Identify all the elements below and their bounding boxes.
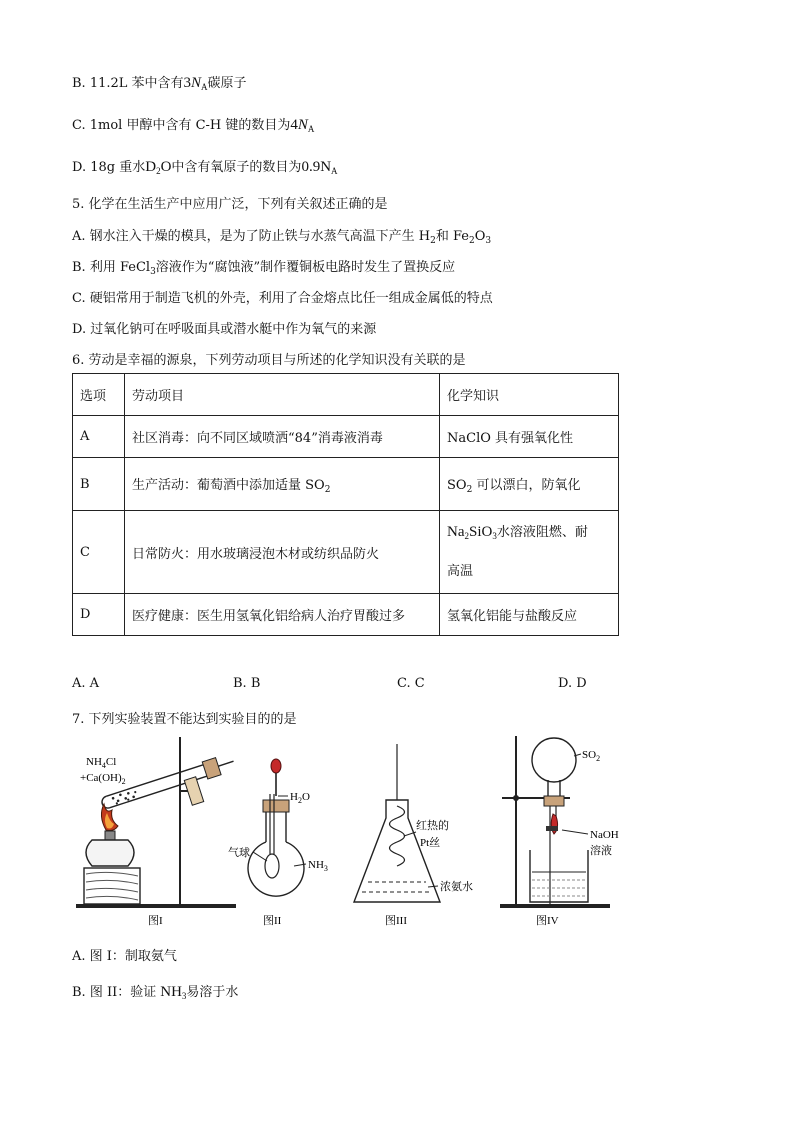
- fig3-liquid-label: 浓氨水: [440, 881, 473, 893]
- q4-option-b: [72, 72, 247, 92]
- q4-b-text: B. 11.2L 苯中含有: [72, 76, 184, 91]
- q4-option-d: [72, 156, 338, 176]
- q4-c-math: $4N_A$: [290, 117, 315, 134]
- row-labor-item: 日常防火：用水玻璃浸泡木材或纺织品防火: [125, 511, 440, 594]
- apparatus-figures: [70, 734, 630, 934]
- choice-d: D. D: [558, 676, 587, 691]
- fig2-stopper: [263, 800, 289, 812]
- q5-option-b: B. 利用 FeCl$_3$溶液作为“腐蚀液”制作覆铜板电路时发生了置换反应: [72, 260, 456, 277]
- fig4-stand-base: [500, 904, 610, 908]
- q4-d-value: $0.9N_A$: [301, 159, 338, 176]
- choice-c: C. C: [397, 676, 425, 691]
- fig4-stopper: [544, 796, 564, 806]
- figure-4: [500, 736, 619, 927]
- fig4-gas-label: $SO_2$: [582, 749, 601, 763]
- q4-option-c: [72, 114, 314, 134]
- fig2-balloon-label: 气球: [228, 847, 250, 859]
- fig1-reagent-1: $NH_4Cl$: [86, 756, 117, 770]
- row-chem-knowledge: $SO_2$ 可以漂白，防氧化: [440, 458, 619, 511]
- fig1-reagent-2: $+Ca(OH)_2$: [80, 772, 126, 786]
- header-chem-knowledge: 化学知识: [440, 374, 619, 416]
- q6-choices: [72, 676, 632, 694]
- figure-1: [76, 737, 236, 927]
- q4-d-text: D. 18g 重水: [72, 160, 146, 175]
- q6-stem: 6. 劳动是幸福的源泉，下列劳动项目与所述的化学知识没有关联的是: [72, 353, 466, 368]
- q4-d-formula: $D_2O$: [145, 159, 172, 176]
- row-labor-item: 医疗健康：医生用氢氧化铝给病人治疗胃酸过多: [125, 594, 440, 636]
- row-option: B: [73, 458, 125, 511]
- fig4-solution-label-1: NaOH: [590, 829, 619, 841]
- fig3-conical-flask: [354, 800, 440, 902]
- choice-a: A. A: [72, 676, 100, 691]
- q5-option-c: C. 硬铝常用于制造飞机的外壳，利用了合金熔点比任一组成金属低的特点: [72, 291, 493, 306]
- row-chem-knowledge: NaClO 具有强氧化性: [440, 416, 619, 458]
- fig4-caption: 图IV: [536, 915, 559, 927]
- row-chem-knowledge: $Na_2SiO_3$水溶液阻燃、耐 高温: [440, 511, 619, 594]
- q4-b-math: $3N_A$: [183, 75, 208, 92]
- table-row: [73, 416, 619, 458]
- q5-option-a: A. 钢水注入干燥的模具，是为了防止铁与水蒸气高温下产生 $H_2$和 $Fe_2O_3$: [72, 229, 492, 246]
- fig2-balloon: [265, 854, 279, 878]
- fig3-wire-label-2: Pt丝: [420, 837, 441, 849]
- q5-stem: 5. 化学在生活生产中应用广泛，下列有关叙述正确的是: [72, 197, 388, 212]
- q5-option-d: D. 过氧化钠可在呼吸面具或潜水艇中作为氧气的来源: [72, 322, 377, 337]
- fig1-lamp-cap: [105, 831, 115, 840]
- table-row: [73, 458, 619, 511]
- choice-b: B. B: [233, 676, 261, 691]
- fig4-beaker: [530, 850, 588, 902]
- row-option: C: [73, 511, 125, 594]
- q4-c-text: C. 1mol 甲醇中含有 C-H 键的数目为: [72, 118, 291, 133]
- fig2-caption: 图II: [263, 915, 282, 927]
- fig3-caption: 图III: [385, 915, 407, 927]
- fig4-solution-label-2: 溶液: [590, 845, 612, 857]
- fig2-water-label: $H_2O$: [290, 791, 310, 805]
- q7-option-a: A. 图 I：制取氨气: [72, 949, 177, 964]
- q6-table: [72, 373, 619, 636]
- q7-option-b: B. 图 II：验证 $NH_3$易溶于水: [72, 984, 239, 1001]
- q4-d-middle: 中含有氧原子的数目为: [171, 160, 302, 175]
- figure-3: [354, 744, 473, 927]
- row-labor-item: 生产活动：葡萄酒中添加适量 $SO_2$: [125, 458, 440, 511]
- row-labor-item: 社区消毒：向不同区域喷洒“84”消毒液消毒: [125, 416, 440, 458]
- table-row: [73, 511, 619, 594]
- fig3-wire-label-1: 红热的: [416, 820, 449, 832]
- table-header-row: [73, 374, 619, 416]
- fig2-gas-label: $NH_3$: [308, 859, 328, 873]
- q4-b-suffix: 碳原子: [207, 76, 247, 91]
- q7-stem: 7. 下列实验装置不能达到实验目的的是: [72, 712, 297, 727]
- fig4-round-flask: [532, 738, 576, 782]
- fig1-alcohol-lamp: [86, 840, 134, 866]
- row-chem-knowledge: 氢氧化铝能与盐酸反应: [440, 594, 619, 636]
- table-row: [73, 594, 619, 636]
- header-labor-item: 劳动项目: [125, 374, 440, 416]
- figure-2: [228, 759, 328, 927]
- fig2-dropper-bulb: [271, 759, 281, 773]
- fig1-caption: 图I: [148, 915, 163, 927]
- row-option: A: [73, 416, 125, 458]
- header-option: 选项: [73, 374, 125, 416]
- fig1-stopper: [202, 758, 221, 779]
- row-option: D: [73, 594, 125, 636]
